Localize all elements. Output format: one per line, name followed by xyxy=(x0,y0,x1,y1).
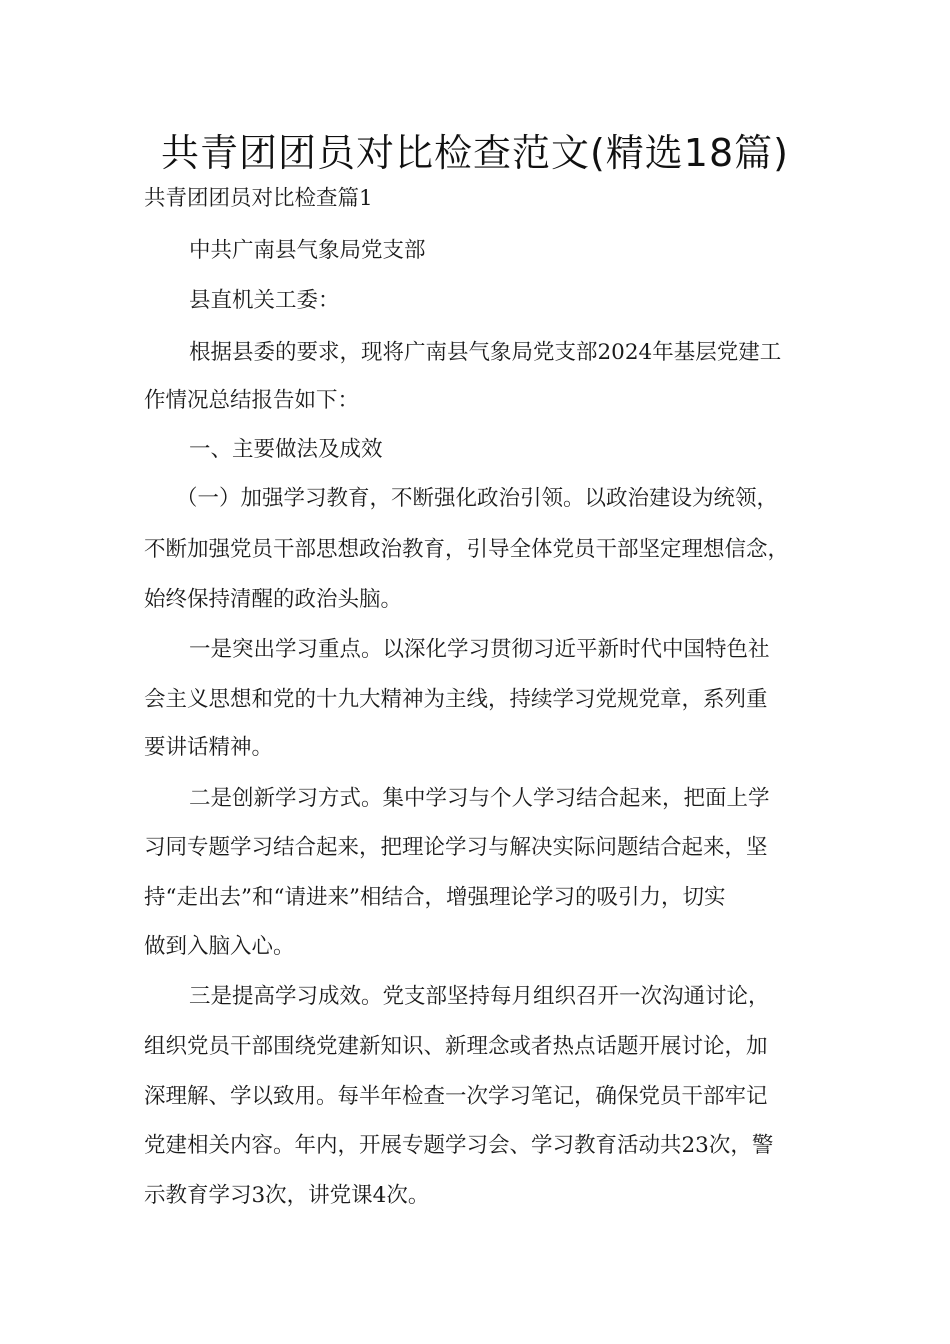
paragraph-line: 组织党员干部围绕党建新知识、新理念或者热点话题开展讨论，加 xyxy=(144,1034,768,1059)
paragraph-line: 三是提高学习成效。党支部坚持每月组织召开一次沟通讨论， xyxy=(189,984,770,1009)
paragraph-line: 深理解、学以致用。每半年检查一次学习笔记，确保党员干部牢记 xyxy=(144,1084,768,1109)
paragraph-line: （一）加强学习教育，不断强化政治引领。以政治建设为统领， xyxy=(176,486,779,511)
paragraph-line: 作情况总结报告如下： xyxy=(144,388,360,413)
paragraph-line: 始终保持清醒的政治头脑。 xyxy=(144,587,403,612)
paragraph-line: 做到入脑入心。 xyxy=(144,934,295,959)
document-title: 共青团团员对比检查范文(精选18篇) xyxy=(160,131,789,175)
paragraph-line: 二是创新学习方式。集中学习与个人学习结合起来，把面上学 xyxy=(189,786,770,811)
paragraph-line: 示教育学习3次，讲党课4次。 xyxy=(144,1183,430,1208)
section-heading: 共青团团员对比检查篇1 xyxy=(144,186,373,211)
paragraph-line: 党建相关内容。年内，开展专题学习会、学习教育活动共23次，警 xyxy=(144,1133,774,1158)
paragraph-line: 习同专题学习结合起来，把理论学习与解决实际问题结合起来，坚 xyxy=(144,835,768,860)
organization-line: 中共广南县气象局党支部 xyxy=(189,238,426,263)
paragraph-line: 一是突出学习重点。以深化学习贯彻习近平新时代中国特色社 xyxy=(189,637,770,662)
recipient-line: 县直机关工委： xyxy=(189,288,340,313)
subsection-heading: 一、主要做法及成效 xyxy=(189,437,383,462)
paragraph-line: 会主义思想和党的十九大精神为主线，持续学习党规党章，系列重 xyxy=(144,687,768,712)
paragraph-line: 不断加强党员干部思想政治教育，引导全体党员干部坚定理想信念， xyxy=(144,537,790,562)
paragraph-line: 持“走出去”和“请进来”相结合，增强理论学习的吸引力，切实 xyxy=(144,885,726,910)
paragraph-line: 根据县委的要求，现将广南县气象局党支部2024年基层党建工 xyxy=(189,340,782,365)
paragraph-line: 要讲话精神。 xyxy=(144,735,274,760)
